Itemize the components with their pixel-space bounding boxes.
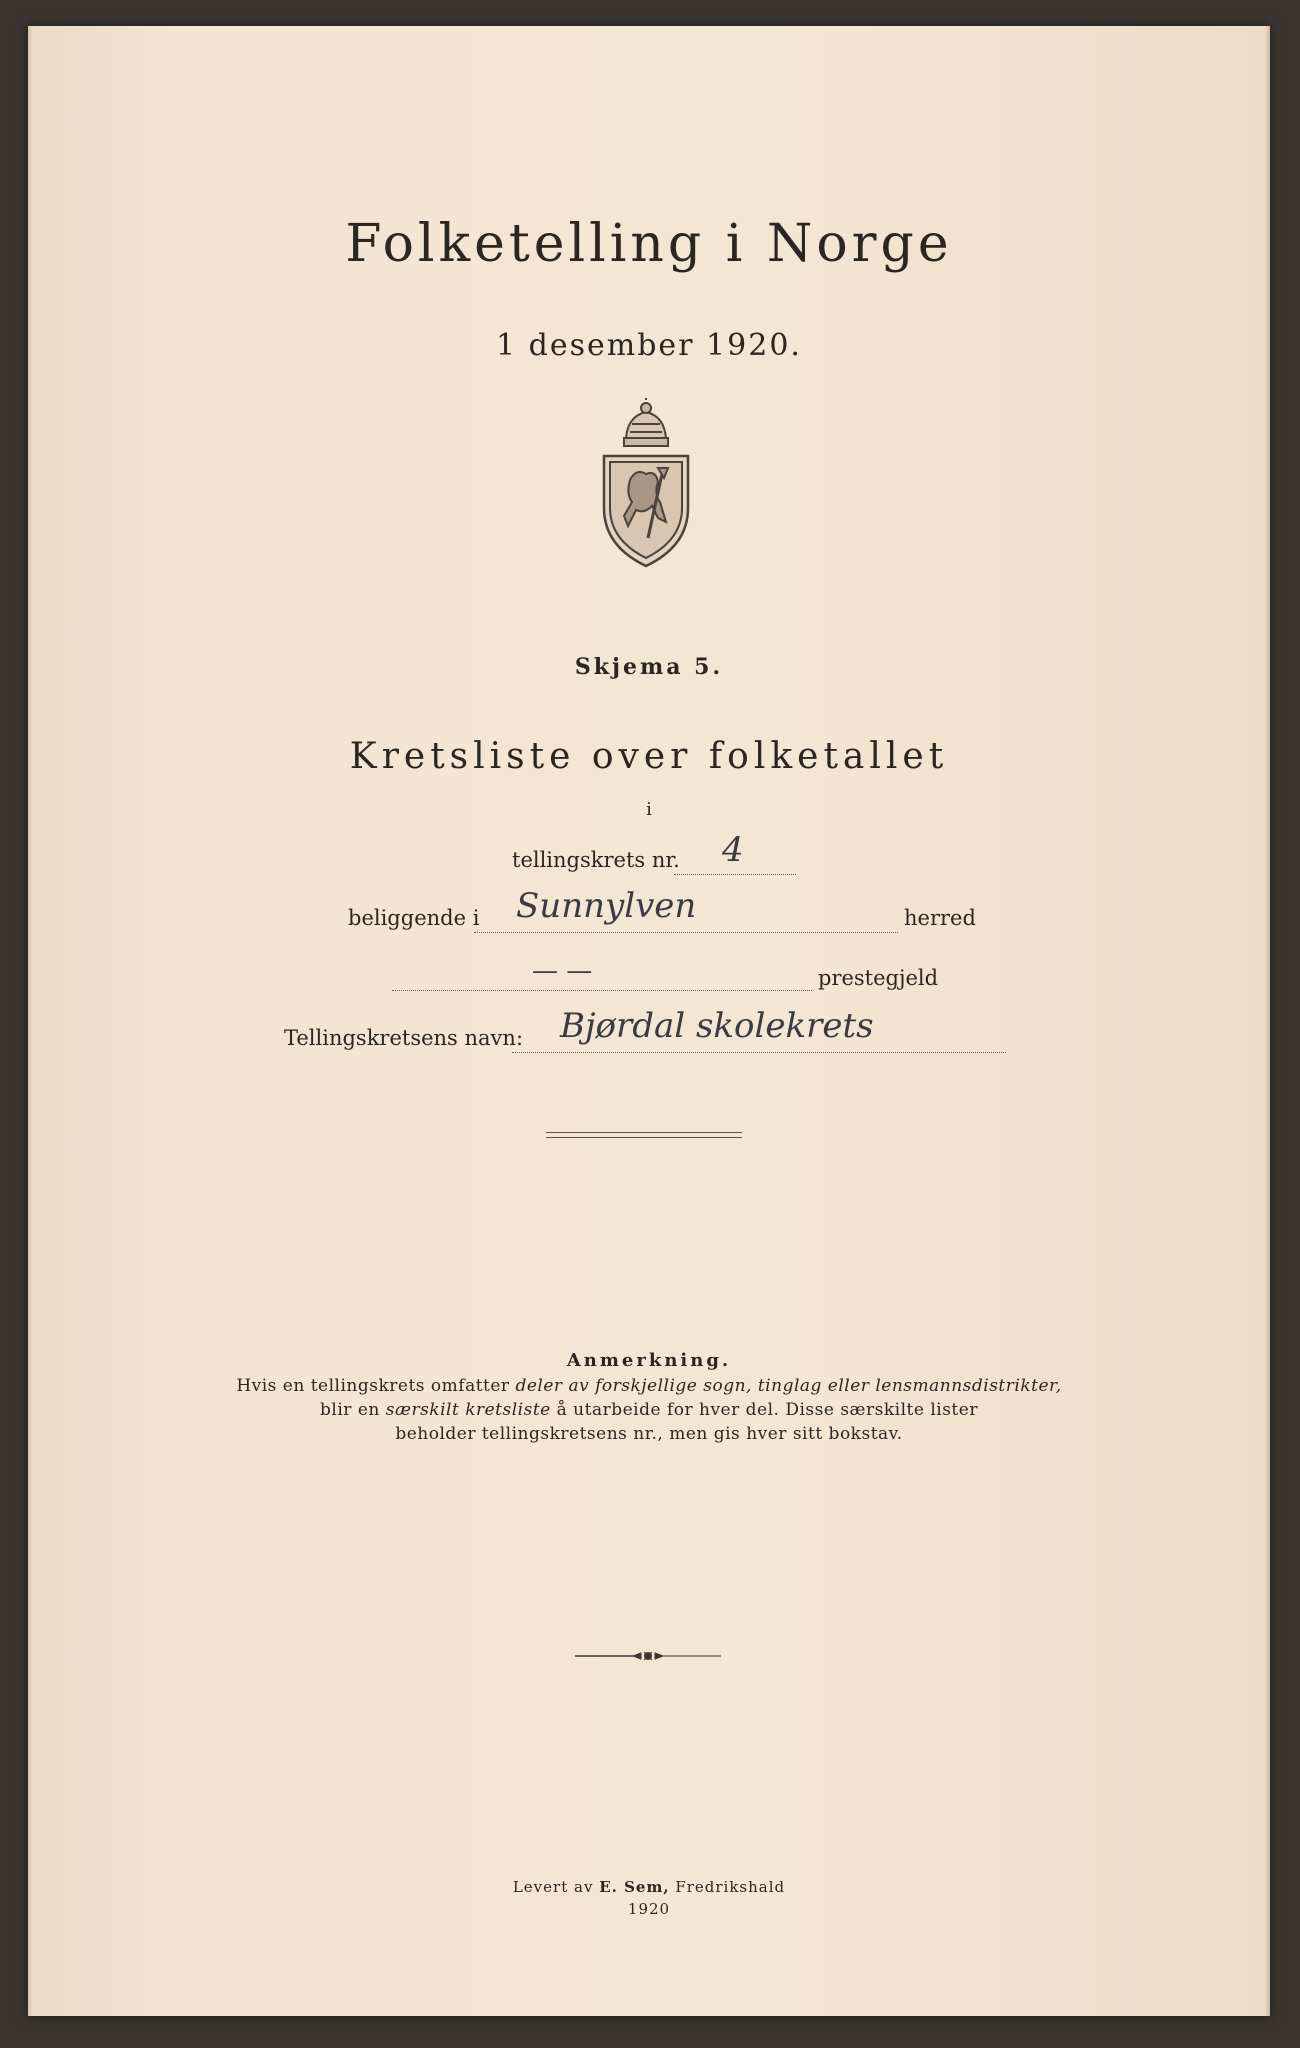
section-divider: [546, 1132, 742, 1138]
district-number-value[interactable]: 4: [722, 830, 744, 870]
district-number-line: [674, 874, 796, 875]
printer-prefix: Levert av: [512, 1878, 600, 1896]
coat-of-arms-icon: [596, 398, 696, 570]
note-line-1: [28, 1376, 1270, 1396]
page-right-edge: [1264, 26, 1270, 2016]
district-name-value[interactable]: Bjørdal skolekrets: [560, 1006, 874, 1046]
printer-year: 1920: [627, 1900, 671, 1918]
note-line-2-emphasis: særskilt kretsliste: [385, 1400, 551, 1420]
district-name-line: [512, 1052, 1006, 1053]
document-date: 1 desember 1920.: [496, 328, 802, 363]
list-title: Kretsliste over folketallet: [349, 736, 949, 777]
location-value[interactable]: Sunnylven: [516, 886, 697, 926]
document-title: Folketelling i Norge: [345, 214, 953, 274]
district-name-label: Tellingskretsens navn:: [284, 1026, 524, 1050]
note-line-1-text: Hvis en tellingskrets omfatter: [236, 1376, 516, 1396]
page-left-edge: [28, 26, 34, 2016]
note-line-2-text-b: å utarbeide for hver del. Disse særskilte lister: [550, 1400, 978, 1420]
document-page: [28, 26, 1270, 2016]
printer-place: Fredrikshald: [669, 1878, 786, 1896]
location-label: beliggende i: [348, 906, 480, 930]
printer-credit: [28, 1878, 1270, 1896]
form-number: Skjema 5.: [574, 654, 724, 680]
note-line-2-text-a: blir en: [320, 1400, 386, 1420]
parish-line: [392, 990, 812, 991]
ornament-icon: [573, 1648, 723, 1664]
herred-label: herred: [904, 906, 976, 930]
parish-label: prestegjeld: [818, 966, 939, 990]
parish-value[interactable]: — —: [532, 956, 593, 986]
note-heading: Anmerkning.: [566, 1350, 732, 1371]
note-line-1-emphasis: deler av forskjellige sogn, tinglag eller lensmannsdistrikter,: [515, 1376, 1062, 1396]
preposition-text: i: [646, 799, 652, 820]
district-number-label: tellingskrets nr.: [512, 848, 680, 872]
printer-name: E. Sem,: [599, 1878, 670, 1896]
note-line-3: beholder tellingskretsens nr., men gis hver sitt bokstav.: [395, 1424, 903, 1444]
note-line-2: [28, 1400, 1270, 1420]
location-line: [474, 932, 898, 933]
